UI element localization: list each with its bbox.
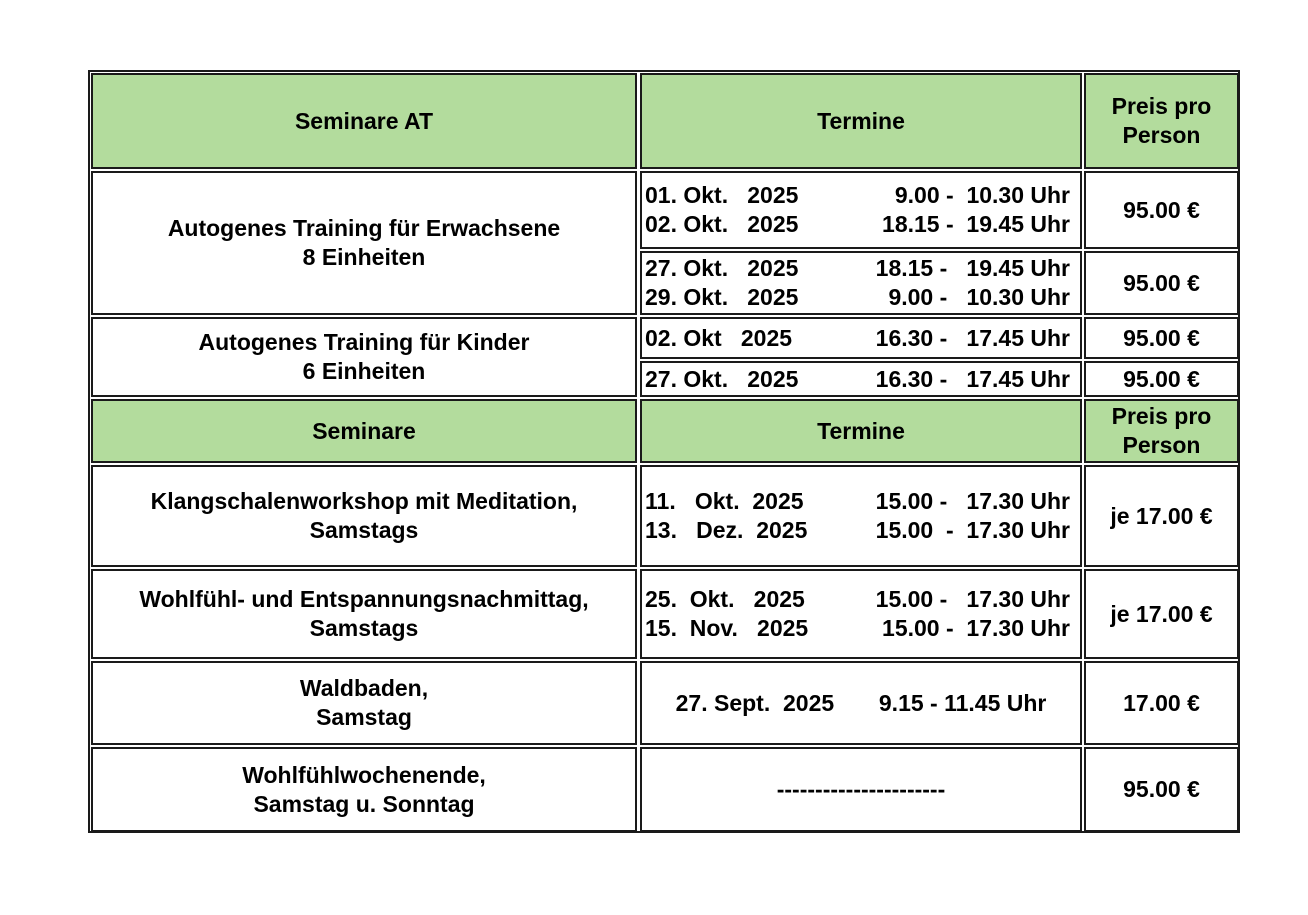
seminar-subtitle: Samstags	[309, 615, 419, 641]
time: 16.30 - 17.45 Uhr	[875, 324, 1070, 351]
row-price	[1084, 171, 1239, 249]
row-price	[1084, 661, 1239, 745]
date: 27. Okt. 2025	[645, 255, 799, 281]
seminar-title: Klangschalenworkshop mit Meditation,	[150, 488, 578, 514]
header-label: Preis pro	[1111, 403, 1212, 429]
row-name	[91, 661, 637, 745]
time: 15.00 - 17.30 Uhr	[882, 615, 1070, 641]
header-seminar-name	[91, 399, 637, 463]
row-price	[1084, 569, 1239, 659]
row-price	[1084, 251, 1239, 315]
row-name	[91, 569, 637, 659]
date: 01. Okt. 2025	[645, 182, 799, 208]
date: 02. Okt 2025	[645, 324, 793, 351]
time: 9.00 - 10.30 Uhr	[894, 182, 1070, 208]
row-dates	[640, 317, 1082, 359]
date: 02. Okt. 2025	[645, 211, 799, 237]
date-line	[645, 254, 1070, 283]
time: 16.30 - 17.45 Uhr	[875, 365, 1070, 392]
row-name	[91, 317, 637, 397]
date-line	[645, 585, 1070, 614]
seminar-title: Autogenes Training für Kinder	[198, 329, 530, 355]
row-dates	[640, 361, 1082, 397]
header-dates	[640, 399, 1082, 463]
row-dates	[640, 569, 1082, 659]
date-line	[645, 181, 1070, 210]
time: 18.15 - 19.45 Uhr	[875, 255, 1070, 281]
time: 15.00 - 17.30 Uhr	[875, 488, 1070, 514]
date-line	[645, 365, 1070, 394]
header-label: Termine	[817, 417, 905, 444]
header-label: Seminare AT	[294, 107, 434, 134]
row-price	[1084, 361, 1239, 397]
time: 15.00 - 17.30 Uhr	[875, 586, 1070, 612]
seminar-subtitle: Samstag u. Sonntag	[253, 790, 475, 817]
seminar-title: Wohlfühlwochenende,	[242, 761, 486, 788]
price: 95.00 €	[1123, 269, 1200, 296]
header-label: Seminare	[312, 417, 416, 444]
row-dates	[640, 747, 1082, 832]
row-name	[91, 171, 637, 315]
date: 29. Okt. 2025	[645, 284, 799, 310]
date-line	[645, 516, 1070, 545]
date-line	[645, 210, 1070, 239]
price: je 17.00 €	[1110, 502, 1213, 529]
date: 11. Okt. 2025	[645, 488, 804, 514]
row-price	[1084, 465, 1239, 567]
price: 95.00 €	[1123, 776, 1200, 802]
price: je 17.00 €	[1110, 600, 1213, 627]
price: 17.00 €	[1123, 689, 1200, 716]
date: 13. Dez. 2025	[645, 517, 808, 543]
header-seminar-name	[91, 73, 637, 169]
row-dates	[640, 171, 1082, 249]
date-line	[645, 614, 1070, 643]
header-label: Preis pro	[1111, 93, 1212, 119]
date-line	[645, 487, 1070, 516]
date-line: 27. Sept. 2025 9.15 - 11.45 Uhr	[675, 689, 1047, 716]
header-label: Person	[1122, 432, 1201, 458]
row-name	[91, 747, 637, 832]
date-line	[645, 324, 1070, 353]
time: 15.00 - 17.30 Uhr	[875, 517, 1070, 543]
seminar-subtitle: Samstag	[316, 704, 412, 730]
price: 95.00 €	[1123, 365, 1200, 392]
seminar-subtitle: 8 Einheiten	[302, 244, 426, 270]
time: 18.15 - 19.45 Uhr	[882, 211, 1070, 237]
header-label: Termine	[817, 107, 905, 134]
row-price	[1084, 317, 1239, 359]
header-price	[1084, 399, 1239, 463]
date: 15. Nov. 2025	[645, 615, 809, 641]
header-dates	[640, 73, 1082, 169]
date: 27. Okt. 2025	[645, 365, 799, 392]
seminar-subtitle: Samstags	[309, 517, 419, 543]
seminar-title: Waldbaden,	[299, 675, 429, 701]
row-dates	[640, 251, 1082, 315]
seminar-price-table	[88, 70, 1240, 833]
row-price	[1084, 747, 1239, 832]
date: 25. Okt. 2025	[645, 586, 805, 612]
row-dates	[640, 465, 1082, 567]
header-price	[1084, 73, 1239, 169]
price: 95.00 €	[1123, 196, 1200, 223]
seminar-title: Autogenes Training für Erwachsene	[167, 215, 561, 241]
time: 9.00 - 10.30 Uhr	[888, 284, 1070, 310]
seminar-subtitle: 6 Einheiten	[302, 358, 426, 384]
price: 95.00 €	[1123, 324, 1200, 351]
row-dates	[640, 661, 1082, 745]
header-label: Person	[1122, 122, 1201, 148]
date-line	[645, 283, 1070, 312]
row-name	[91, 465, 637, 567]
no-dates-placeholder: ----------------------	[776, 776, 946, 802]
seminar-title: Wohlfühl- und Entspannungsnachmittag,	[139, 586, 589, 612]
